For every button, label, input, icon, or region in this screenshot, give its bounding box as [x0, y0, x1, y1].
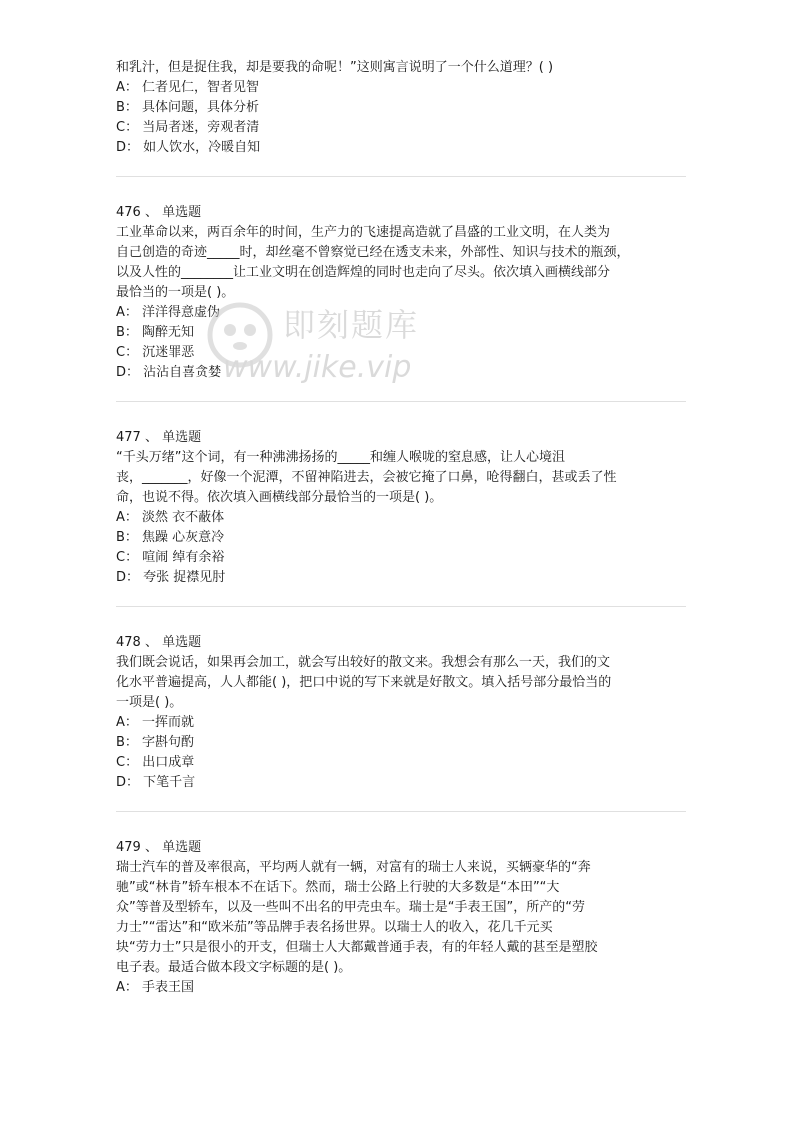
divider — [116, 176, 686, 177]
option-b[interactable]: B： 焦躁 心灰意冷 — [116, 530, 225, 545]
option-a[interactable]: A： 淡然 衣不蔽体 — [116, 510, 225, 525]
option-a[interactable]: A： 仁者见仁，智者见智 — [116, 80, 260, 95]
question-stem: 瑞士汽车的普及率很高，平均两人就有一辆，对富有的瑞士人来说，买辆豪华的“奔 驰”或“林肯”轿车根本不在话下。然而，瑞士公路上行驶的大多数是“本田”“大 众”等普及型轿车，以及一些叫不出名的甲壳虫车。瑞士是“手表王国”，所产的“劳 力士”“雷达”和“欧米茄”等品牌手表名扬世界。以瑞士人的收入，花几千元买 块“劳力士”只是很小的开支，但瑞士人大都戴普通手表，有的年轻人戴的甚至是塑胶 电子表。最适合做本段文字标题的是( )。 — [116, 860, 598, 975]
option-b[interactable]: B： 具体问题，具体分析 — [116, 100, 260, 115]
question-stem: “千头万绪”这个词，有一种沸沸扬扬的_____和缠人喉咙的窒息感，让人心境沮 丧，_______，好像一个泥潭，不留神陷进去，会被它掩了口鼻，呛得翻白，甚或丢了性 命，也说不得。依次填入画横线部分最恰当的一项是( )。 — [116, 450, 617, 505]
question-476 — [116, 203, 686, 383]
option-d[interactable]: D： 夸张 捉襟见肘 — [116, 570, 226, 585]
question-477 — [116, 428, 686, 588]
option-a[interactable]: A： 洋洋得意虚伪 — [116, 305, 221, 320]
watermark-title: 即刻题库 — [283, 306, 420, 344]
option-c[interactable]: C： 当局者迷，旁观者清 — [116, 120, 260, 135]
option-b[interactable]: B： 陶醉无知 — [116, 325, 195, 340]
option-d[interactable]: D： 如人饮水，冷暖自知 — [116, 140, 261, 155]
option-b[interactable]: B： 字斟句酌 — [116, 735, 195, 750]
option-d[interactable]: D： 沾沾自喜贪婪 — [116, 365, 222, 380]
question-header: 479 、 单选题 — [116, 840, 202, 855]
option-a[interactable]: A： 一挥而就 — [116, 715, 195, 730]
question-header: 476 、 单选题 — [116, 205, 202, 220]
question-stem: 我们既会说话，如果再会加工，就会写出较好的散文来。我想会有那么一天，我们的文 化水平普遍提高，人人都能( )，把口中说的写下来就是好散文。填入括号部分最恰当的 一项是( )。 — [116, 655, 612, 710]
question-stem: 和乳汁，但是捉住我，却是要我的命呢！”这则寓言说明了一个什么道理？( ) — [116, 60, 554, 75]
option-a[interactable]: A： 手表王国 — [116, 980, 195, 995]
question-stem: 工业革命以来，两百余年的时间，生产力的飞速提高造就了昌盛的工业文明，在人类为 自己创造的奇迹_____时，却丝毫不曾察觉已经在透支未来，外部性、知识与技术的瓶颈， 以及人性的________让工业文明在创造辉煌的同时也走向了尽头。依次填入画横线部分 最恰当的一项是( )。 — [116, 225, 630, 300]
question-479 — [116, 838, 686, 998]
document-page — [116, 58, 686, 998]
question-header: 477 、 单选题 — [116, 430, 202, 445]
option-c[interactable]: C： 喧闹 绰有余裕 — [116, 550, 225, 565]
option-d[interactable]: D： 下笔千言 — [116, 775, 196, 790]
question-header: 478 、 单选题 — [116, 635, 202, 650]
divider — [116, 606, 686, 607]
question-478 — [116, 633, 686, 793]
watermark-url: www.jike.vip — [223, 350, 412, 385]
divider — [116, 401, 686, 402]
divider — [116, 811, 686, 812]
question-partial — [116, 58, 686, 158]
option-c[interactable]: C： 沉迷罪恶 — [116, 345, 195, 360]
option-c[interactable]: C： 出口成章 — [116, 755, 195, 770]
